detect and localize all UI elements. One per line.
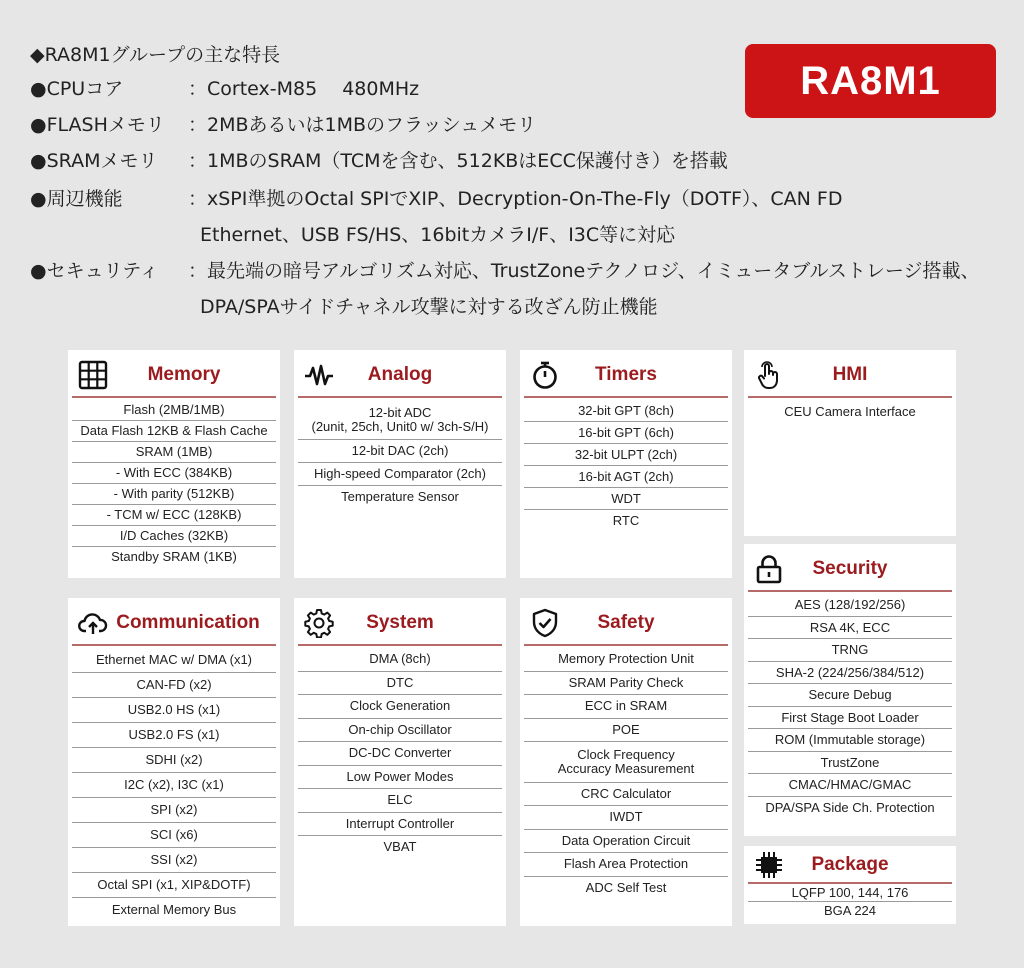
summary-title: ◆RA8M1グループの主な特長 bbox=[30, 44, 281, 66]
list-item: CRC Calculator bbox=[524, 783, 728, 807]
card-security bbox=[744, 544, 956, 836]
list-item: On-chip Oscillator bbox=[298, 719, 502, 743]
card-timers bbox=[520, 350, 732, 578]
list-item: 32-bit ULPT (2ch) bbox=[524, 444, 728, 466]
list-item: SRAM Parity Check bbox=[524, 672, 728, 696]
list-item: USB2.0 FS (x1) bbox=[72, 723, 276, 748]
analog-list bbox=[298, 400, 502, 508]
timers-list bbox=[524, 400, 728, 531]
list-item: Clock Frequency Accuracy Measurement bbox=[524, 742, 728, 783]
divider bbox=[524, 644, 728, 646]
divider bbox=[524, 396, 728, 398]
product-badge: RA8M1 bbox=[745, 44, 996, 118]
list-item: 12-bit DAC (2ch) bbox=[298, 440, 502, 463]
list-item: Interrupt Controller bbox=[298, 813, 502, 837]
list-item: - With ECC (384KB) bbox=[72, 463, 276, 484]
list-item: Memory Protection Unit bbox=[524, 648, 728, 672]
list-item: AES (128/192/256) bbox=[748, 594, 952, 617]
list-item: Ethernet MAC w/ DMA (x1) bbox=[72, 648, 276, 673]
divider bbox=[748, 590, 952, 592]
list-item: Standby SRAM (1KB) bbox=[111, 549, 237, 564]
list-item: WDT bbox=[524, 488, 728, 510]
safety-list bbox=[524, 648, 728, 899]
list-item: ELC bbox=[298, 789, 502, 813]
list-item: RTC bbox=[612, 513, 640, 528]
list-item: SSI (x2) bbox=[72, 848, 276, 873]
card-hmi bbox=[744, 350, 956, 536]
list-item: Low Power Modes bbox=[298, 766, 502, 790]
system-list bbox=[298, 648, 502, 859]
divider bbox=[298, 644, 502, 646]
list-item: ADC Self Test bbox=[585, 879, 667, 895]
card-title: HMI bbox=[832, 364, 868, 385]
list-item: TrustZone bbox=[748, 752, 952, 775]
list-item: Secure Debug bbox=[748, 684, 952, 707]
list-item: BGA 224 bbox=[823, 903, 877, 918]
summary-row-peripherals-cont: Ethernet、USB FS/HS、16bitカメラI/F、I3C等に対応 bbox=[200, 224, 676, 246]
list-item: Octal SPI (x1, XIP&DOTF) bbox=[72, 873, 276, 898]
list-item: 16-bit AGT (2ch) bbox=[524, 466, 728, 488]
list-item: - With parity (512KB) bbox=[72, 484, 276, 505]
card-title: Analog bbox=[367, 364, 433, 385]
list-item: I2C (x2), I3C (x1) bbox=[72, 773, 276, 798]
divider bbox=[72, 396, 276, 398]
card-title: Memory bbox=[147, 364, 221, 385]
list-item: USB2.0 HS (x1) bbox=[72, 698, 276, 723]
list-item: DC-DC Converter bbox=[298, 742, 502, 766]
list-item: TRNG bbox=[748, 639, 952, 662]
divider bbox=[298, 396, 502, 398]
list-item: ROM (Immutable storage) bbox=[748, 729, 952, 752]
security-list bbox=[748, 594, 952, 818]
memory-list bbox=[72, 400, 276, 567]
list-item: POE bbox=[524, 719, 728, 743]
feature-summary: ◆RA8M1グループの主な特長 ●CPUコア ：Cortex-M85 480MHz ●FLASHメモリ ：2MBあるいは1MBのフラッシュメモリ ●SRAMメモリ ：1MBのSRAM（TCMを含む、512KBはECC保護付き）を搭載 ●周辺機能 ：xSPI準拠のOctal SPIでXIP、Decryption-On-The-Fly（DOTF）、CAN FD Ethernet、USB FS/HS、16bitカメラI/F、I3C等に対応 ●セキュリティ ：最先端の暗号アルゴリズム対応、TrustZoneテクノロジ、イミュータブルストレージ搭載、 DPA/SPAサイドチャネル攻撃に対する改ざん防止機能 bbox=[30, 42, 1024, 68]
card-analog bbox=[294, 350, 506, 578]
list-item: Clock Generation bbox=[298, 695, 502, 719]
list-item: High-speed Comparator (2ch) bbox=[298, 463, 502, 486]
list-item: Flash Area Protection bbox=[524, 853, 728, 877]
divider bbox=[72, 644, 276, 646]
list-item: CMAC/HMAC/GMAC bbox=[748, 774, 952, 797]
divider bbox=[748, 396, 952, 398]
card-title: Timers bbox=[595, 364, 657, 385]
list-item: I/D Caches (32KB) bbox=[72, 526, 276, 547]
list-item: SHA-2 (224/256/384/512) bbox=[748, 662, 952, 685]
list-item: SRAM (1MB) bbox=[72, 442, 276, 463]
list-item: CEU Camera Interface bbox=[784, 404, 916, 419]
list-item: SDHI (x2) bbox=[72, 748, 276, 773]
list-item: 16-bit GPT (6ch) bbox=[524, 422, 728, 444]
list-item: Data Flash 12KB & Flash Cache bbox=[72, 421, 276, 442]
hmi-list bbox=[748, 400, 952, 423]
list-item: 12-bit ADC (2unit, 25ch, Unit0 w/ 3ch-S/H) bbox=[298, 400, 502, 440]
list-item: External Memory Bus bbox=[111, 902, 237, 917]
communication-list bbox=[72, 648, 276, 922]
card-system bbox=[294, 598, 506, 926]
list-item: DTC bbox=[298, 672, 502, 696]
list-item: Temperature Sensor bbox=[341, 489, 459, 504]
list-item: DPA/SPA Side Ch. Protection bbox=[765, 799, 935, 815]
list-item: - TCM w/ ECC (128KB) bbox=[72, 505, 276, 526]
card-title: Package bbox=[811, 854, 889, 875]
list-item: SPI (x2) bbox=[72, 798, 276, 823]
list-item: CAN-FD (x2) bbox=[72, 673, 276, 698]
list-item: 32-bit GPT (8ch) bbox=[524, 400, 728, 422]
list-item: LQFP 100, 144, 176 bbox=[748, 884, 952, 902]
list-item: Flash (2MB/1MB) bbox=[72, 400, 276, 421]
card-title: Security bbox=[812, 558, 888, 579]
card-communication bbox=[68, 598, 280, 926]
list-item: First Stage Boot Loader bbox=[748, 707, 952, 730]
list-item: VBAT bbox=[383, 839, 417, 854]
summary-row-security-cont: DPA/SPAサイドチャネル攻撃に対する改ざん防止機能 bbox=[200, 296, 658, 318]
package-list bbox=[748, 884, 952, 919]
card-safety bbox=[520, 598, 732, 926]
card-memory bbox=[68, 350, 280, 578]
list-item: ECC in SRAM bbox=[524, 695, 728, 719]
card-title: Communication bbox=[116, 612, 260, 633]
card-title: System bbox=[366, 612, 434, 633]
card-package bbox=[744, 846, 956, 924]
list-item: SCI (x6) bbox=[72, 823, 276, 848]
list-item: IWDT bbox=[524, 806, 728, 830]
list-item: Data Operation Circuit bbox=[524, 830, 728, 854]
list-item: DMA (8ch) bbox=[298, 648, 502, 672]
list-item: RSA 4K, ECC bbox=[748, 617, 952, 640]
card-title: Safety bbox=[597, 612, 655, 633]
